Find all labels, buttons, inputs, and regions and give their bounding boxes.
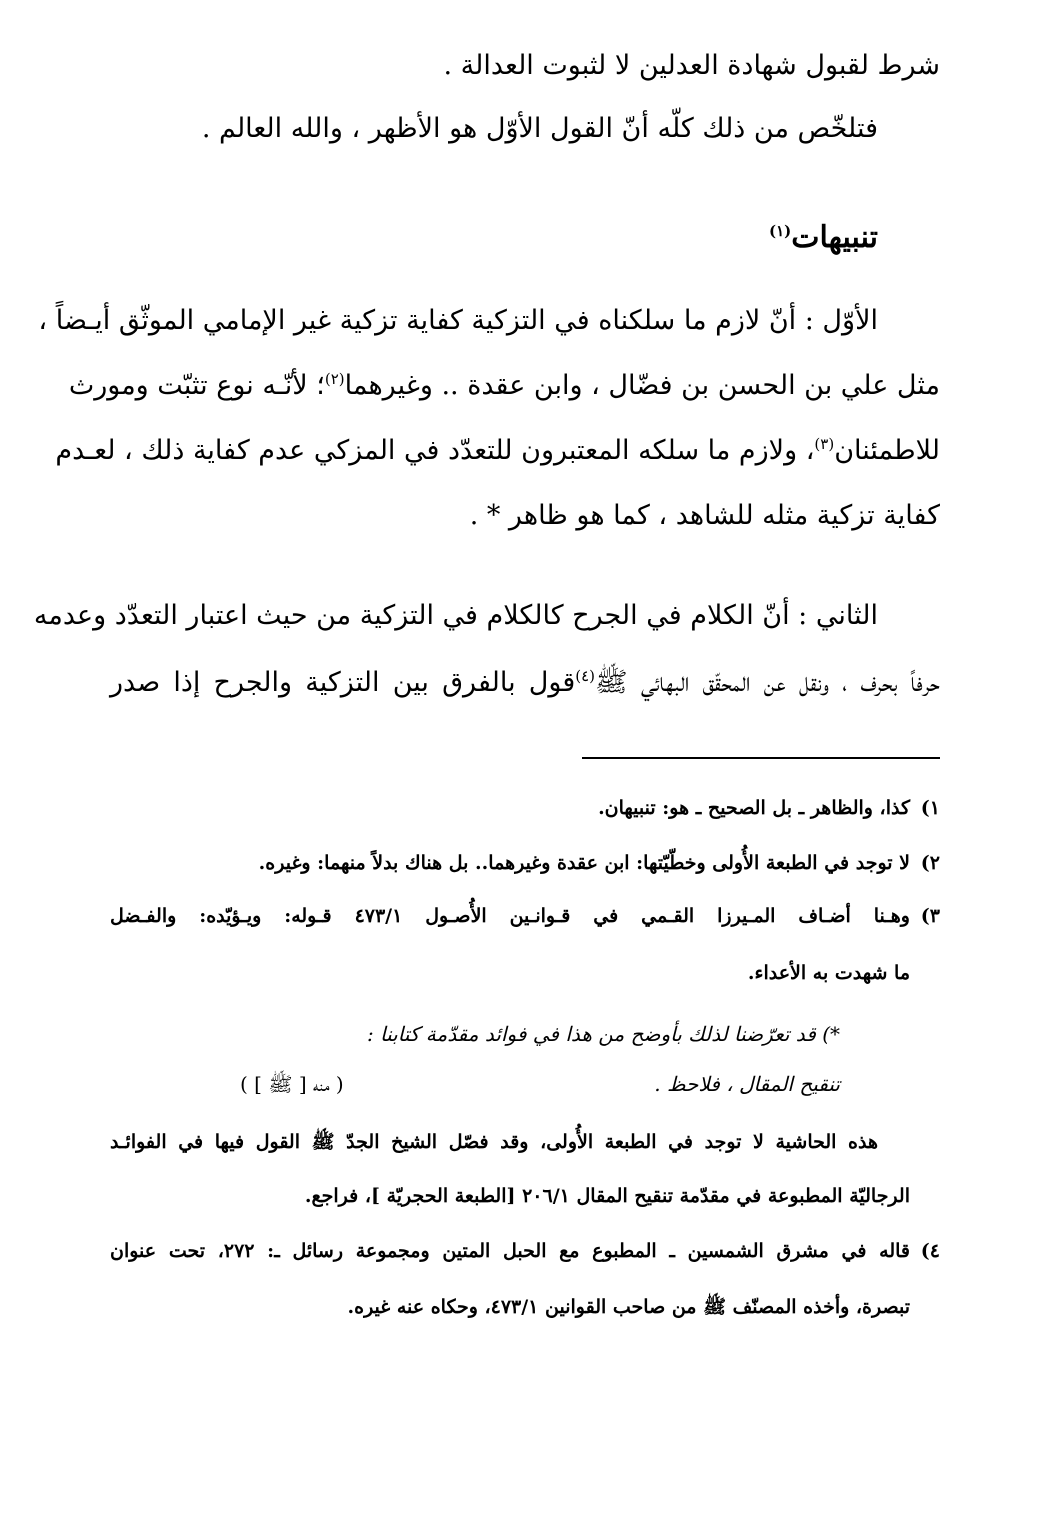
footnote-4-line-1: قاله في مشرق الشمسين ـ المطبوع مع الحبل المتين ومجموعة رسائل ـ: ٢٧٢، تحت عنوان (110, 1240, 910, 1262)
footnote-ref-3: (٣) (814, 435, 835, 453)
footnote-3-line-1: وهـنا أضـاف المـيرزا القـمي في قـوانـين الأُصـول ٤٧٣/١ قـوله: ويـؤيّده: والفـضل (110, 905, 910, 927)
author-note-text: تنقيح المقال ، فلاحظ . (654, 1072, 840, 1096)
page (33, 0, 940, 1515)
heading-text: تنبيهات (791, 220, 878, 255)
para2-line-2-b: قول بالفرق بين التزكية والجرح إذا صدر (110, 667, 576, 698)
para1-line-3-a: للاطمئنان (834, 435, 940, 466)
para1-line-2-b: ؛ لأنّـه نوع تثبّت ومورث (68, 370, 325, 401)
para2-line-2-a: حرفاً بحرف ، ونقل عن المحقّق البهائي ﷺ (595, 667, 940, 698)
footnote-3-line-2: ما شهدت به الأعداء. (747, 962, 910, 984)
author-note-line-2 (240, 1072, 840, 1096)
footnote-ref-1: (١) (769, 222, 792, 240)
footnote-1-text: كذا، والظاهر ـ بل الصحيح ـ هو: تنبيهان. (598, 797, 910, 819)
footnote-3-number: ٣) (920, 905, 940, 927)
footnote-2-text: لا توجد في الطبعة الأُولى وخطّيّتها: ابن عقدة وغيرهما.. بل هناك بدلاً منهما: وغيره. (258, 852, 910, 874)
editor-note-line-1: هذه الحاشية لا توجد في الطبعة الأُولى، وقد فصّل الشيخ الجدّ ﷺ القول فيها في الفوائـد (110, 1131, 878, 1153)
footnote-2 (110, 852, 940, 874)
section-heading (110, 220, 878, 255)
footnote-4-number: ٤) (920, 1240, 940, 1262)
footnote-1 (110, 797, 940, 819)
footnote-1-number: ١) (920, 797, 940, 819)
para1-line-1: الأوّل : أنّ لازم ما سلكناه في التزكية كفاية تزكية غير الإمامي الموثّق أيـضاً ، (38, 305, 878, 336)
para1-line-4: كفاية تزكية مثله للشاهد ، كما هو ظاهر * . (469, 500, 940, 531)
footnote-4 (110, 1240, 940, 1262)
para1-line-2 (68, 370, 940, 401)
footnote-2-number: ٢) (920, 852, 940, 874)
body-line-1: شرط لقبول شهادة العدلين لا لثبوت العدالة . (443, 50, 940, 81)
para1-line-3 (55, 435, 940, 466)
para1-line-3-b: ، ولازم ما سلكه المعتبرون للتعدّد في المزكي عدم كفاية ذلك ، لعـدم (55, 435, 815, 466)
author-note-attribution: ( منه [ ﷺ ] ) (240, 1072, 344, 1096)
author-note-line-1: *) قد تعرّضنا لذلك بأوضح من هذا في فوائد مقدّمة كتابنا : (366, 1022, 840, 1046)
footnote-ref-2: (٢) (324, 370, 345, 388)
body-line-2: فتلخّص من ذلك كلّه أنّ القول الأوّل هو الأظهر ، والله العالم . (201, 113, 878, 144)
footnote-4-line-2: تبصرة، وأخذه المصنّف ﷺ من صاحب القوانين ٤٧٣/١، وحكاه عنه غيره. (347, 1296, 910, 1318)
footnote-3 (110, 905, 940, 927)
para2-line-2 (110, 665, 940, 705)
para1-line-2-a: مثل علي بن الحسن بن فضّال ، وابن عقدة .. وغيرهما (344, 370, 940, 401)
footnote-separator (582, 757, 940, 759)
editor-note-line-2: الرجاليّة المطبوعة في مقدّمة تنقيح المقال ٢٠٦/١ [الطبعة الحجريّة ]، فراجع. (304, 1185, 910, 1207)
para2-line-1: الثاني : أنّ الكلام في الجرح كالكلام في التزكية من حيث اعتبار التعدّد وعدمه (33, 600, 878, 631)
footnote-ref-4: (٤) (575, 667, 596, 685)
